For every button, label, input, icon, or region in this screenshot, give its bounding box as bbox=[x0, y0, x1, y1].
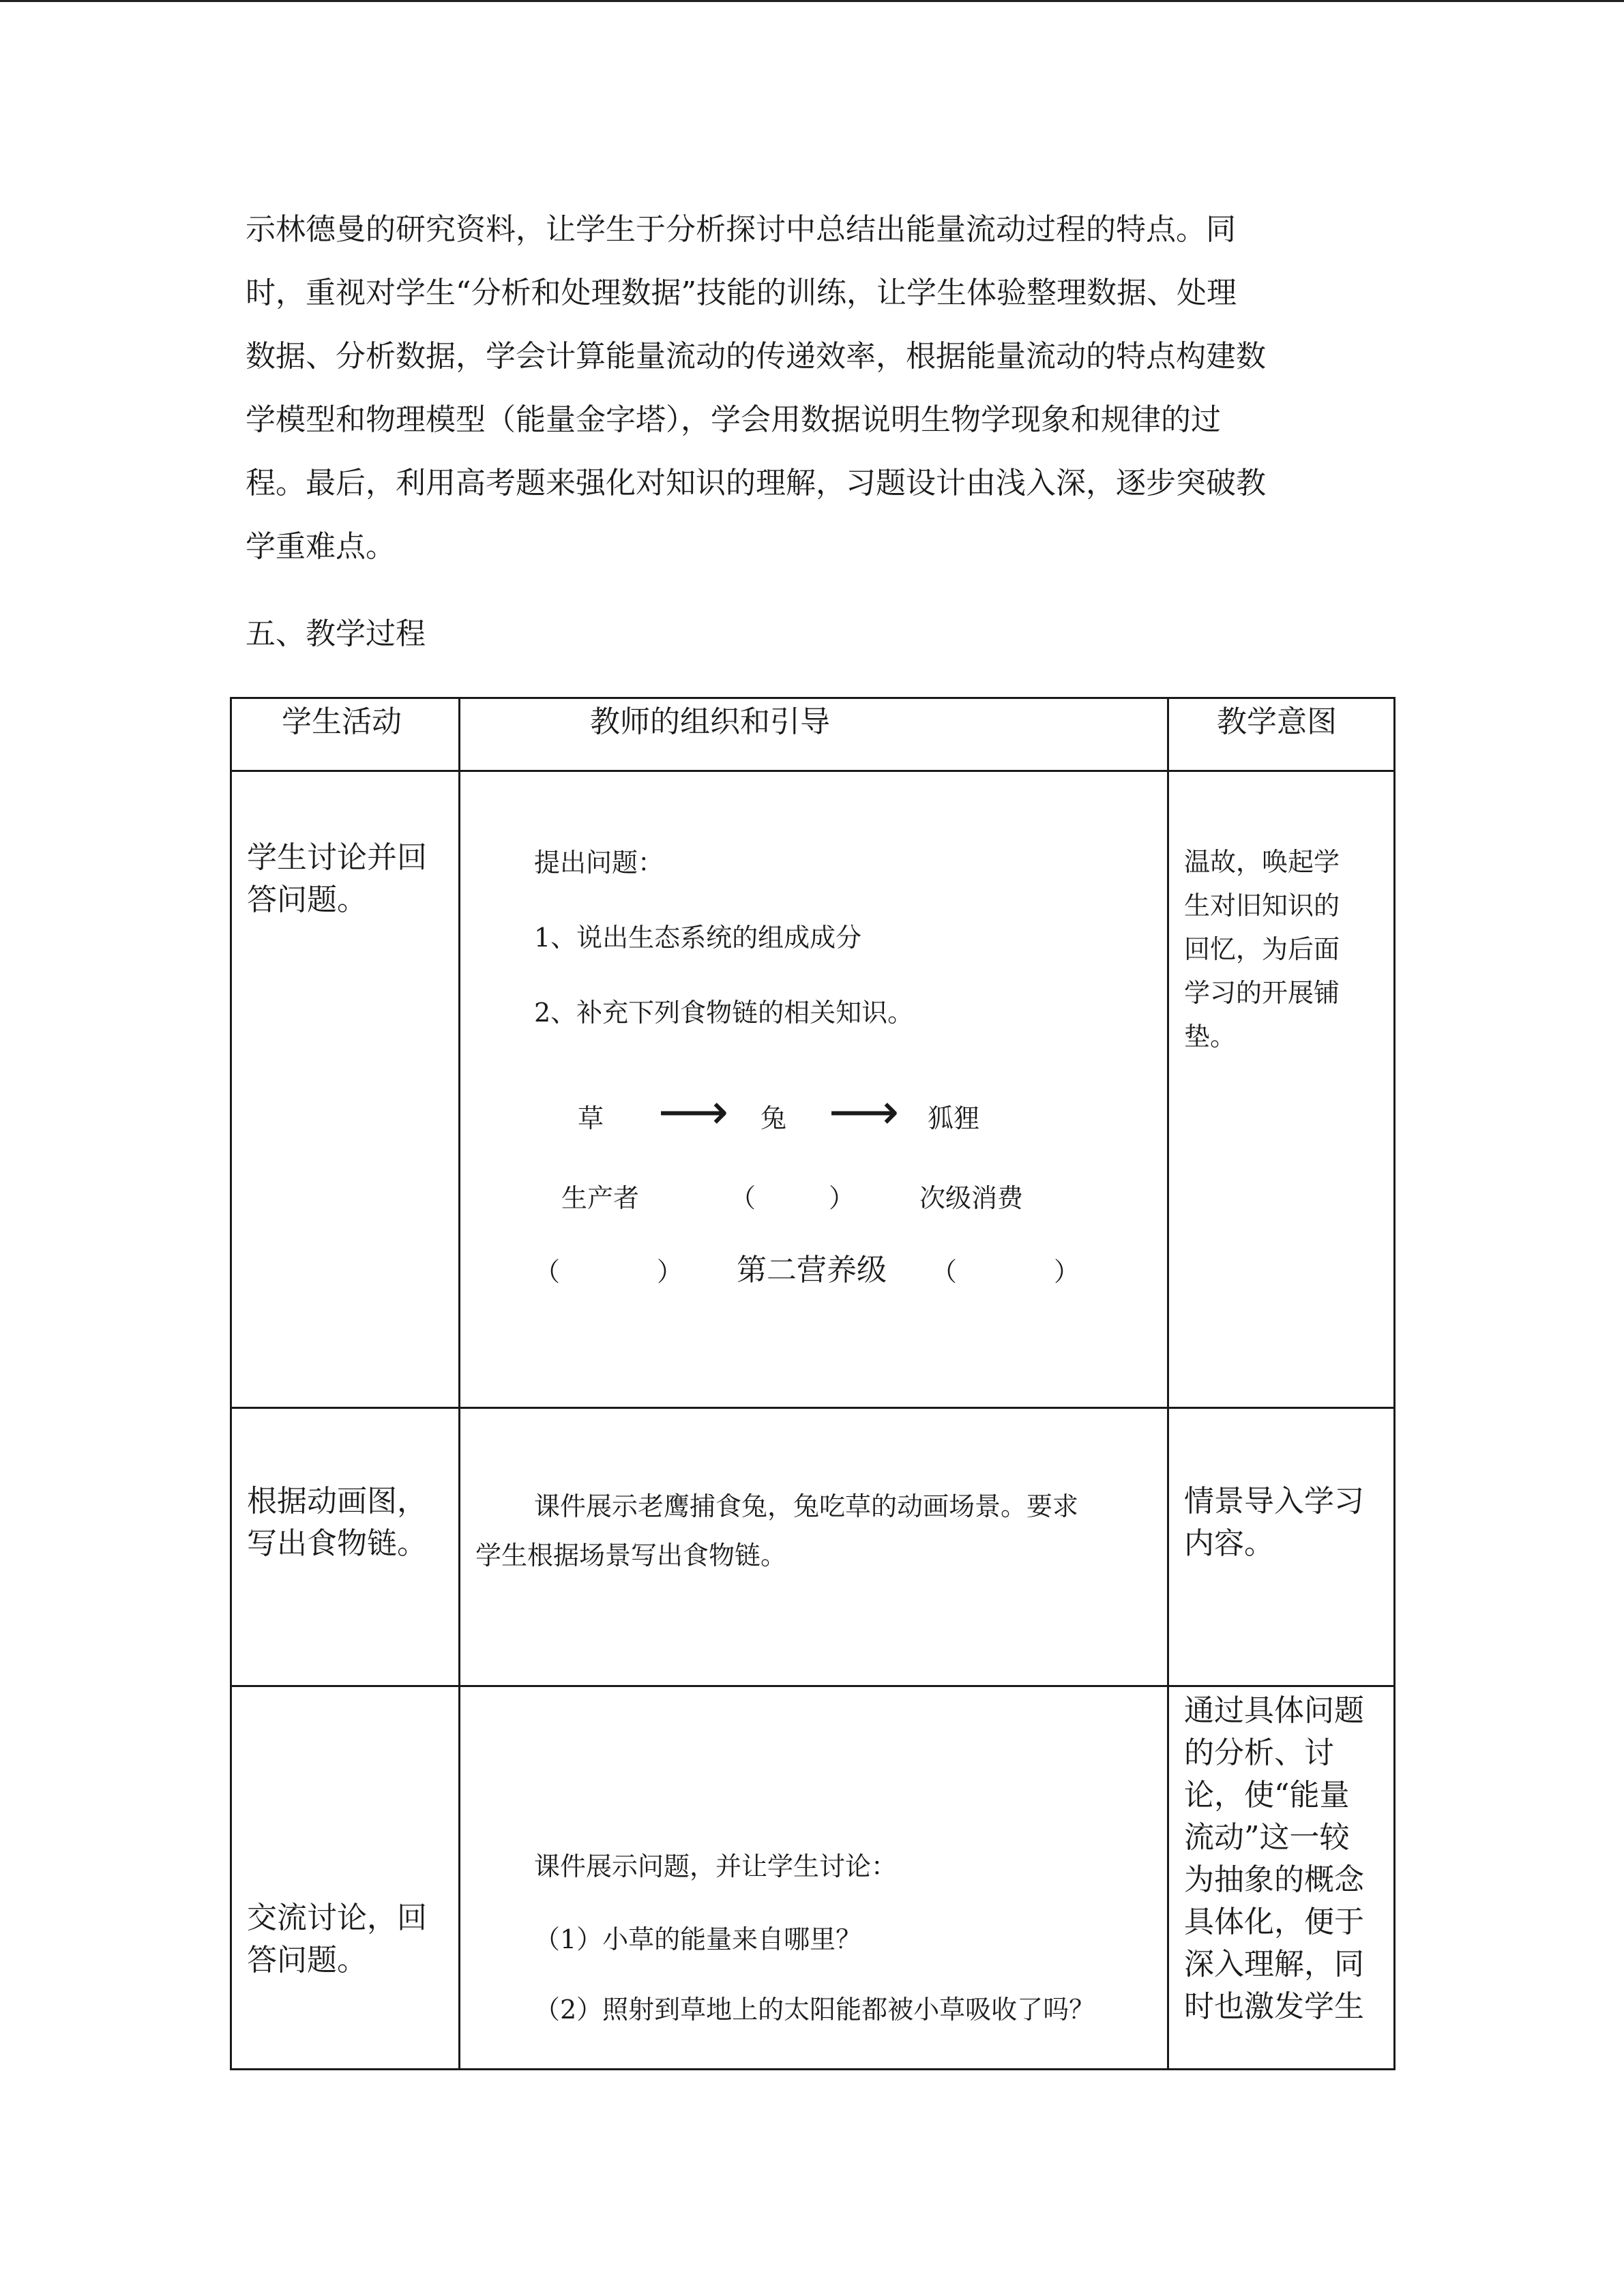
role-producer: 生产者 bbox=[561, 1183, 640, 1213]
blank-close-paren: ） bbox=[829, 1183, 855, 1213]
blank-close-paren: ） bbox=[657, 1257, 683, 1287]
row1-question-1: 1、说出生态系统的组成成分 bbox=[534, 923, 862, 953]
table-header-row bbox=[231, 698, 1395, 771]
blank-open-paren: （ bbox=[534, 1257, 561, 1287]
row3-teacher-cell bbox=[460, 1686, 1168, 2070]
intro-paragraph bbox=[246, 198, 1378, 578]
blank-open-paren: （ bbox=[931, 1257, 958, 1287]
row1-intent-line: 学习的开展铺 bbox=[1184, 978, 1340, 1008]
row1-intent-cell bbox=[1168, 771, 1395, 1408]
table-row bbox=[231, 771, 1395, 1408]
row1-student-line: 答问题。 bbox=[247, 882, 367, 917]
row3-intent-line: 为抽象的概念 bbox=[1184, 1862, 1364, 1897]
row1-teacher-cell bbox=[460, 771, 1168, 1408]
row1-intent-line: 垫。 bbox=[1184, 1022, 1237, 1052]
row3-intent-cell bbox=[1168, 1686, 1395, 2070]
row2-intent-cell bbox=[1168, 1408, 1395, 1686]
header-cell-student-activity bbox=[231, 698, 460, 771]
row1-intent-line: 回忆，为后面 bbox=[1184, 934, 1340, 964]
table-row bbox=[231, 1408, 1395, 1686]
paragraph-line: 学重难点。 bbox=[246, 529, 396, 564]
row2-student-line: 根据动画图， bbox=[247, 1484, 427, 1519]
row1-intent-line: 温故，唤起学 bbox=[1184, 847, 1340, 877]
paragraph-line: 示林德曼的研究资料，让学生于分析探讨中总结出能量流动过程的特点。同 bbox=[246, 212, 1236, 247]
blank-close-paren: ） bbox=[1054, 1257, 1080, 1287]
row2-student-cell bbox=[231, 1408, 460, 1686]
row2-teacher-cell bbox=[460, 1408, 1168, 1686]
row3-intent-line: 深入理解，同 bbox=[1184, 1947, 1364, 1982]
row3-intent-line: 通过具体问题 bbox=[1184, 1693, 1364, 1728]
row1-student-line: 学生讨论并回 bbox=[247, 840, 427, 875]
row3-question-1: （1）小草的能量来自哪里？ bbox=[534, 1924, 862, 1954]
row1-student-cell bbox=[231, 771, 460, 1408]
header-teacher-guidance: 教师的组织和引导 bbox=[590, 704, 830, 739]
paragraph-line: 程。最后，利用高考题来强化对知识的理解，习题设计由浅入深，逐步突破教 bbox=[246, 466, 1266, 501]
row2-teacher-line: 课件展示老鹰捕食兔，兔吃草的动画场景。要求 bbox=[534, 1491, 1079, 1521]
row3-intent-line: 流动”这一较 bbox=[1184, 1820, 1350, 1855]
chain-grass: 草 bbox=[578, 1103, 604, 1133]
paragraph-line: 时，重视对学生“分析和处理数据”技能的训练，让学生体验整理数据、处理 bbox=[246, 275, 1237, 310]
row2-intent-line: 情景导入学习 bbox=[1184, 1484, 1364, 1519]
table-row bbox=[231, 1686, 1395, 2070]
row3-intent-line: 时也激发学生 bbox=[1184, 1989, 1364, 2024]
section-heading: 五、教学过程 bbox=[246, 616, 426, 651]
row1-prompt: 提出问题： bbox=[534, 848, 664, 878]
row3-student-line: 答问题。 bbox=[247, 1943, 367, 1978]
arrow-right-icon: ⟶ bbox=[829, 1083, 900, 1140]
row1-intent-line: 生对旧知识的 bbox=[1184, 891, 1340, 921]
page-top-border bbox=[0, 0, 1624, 2]
teaching-process-table bbox=[230, 697, 1396, 2070]
row2-student-line: 写出食物链。 bbox=[247, 1526, 427, 1561]
row3-prompt: 课件展示问题，并让学生讨论： bbox=[534, 1851, 898, 1881]
blank-open-paren: （ bbox=[730, 1183, 756, 1213]
arrow-right-icon: ⟶ bbox=[658, 1083, 729, 1140]
chain-fox: 狐狸 bbox=[928, 1103, 980, 1133]
row2-intent-line: 内容。 bbox=[1184, 1526, 1274, 1561]
row3-question-2: （2）照射到草地上的太阳能都被小草吸收了吗？ bbox=[534, 1995, 1095, 2025]
header-cell-teaching-intent bbox=[1168, 698, 1395, 771]
role-secondary-consumer: 次级消费 bbox=[919, 1183, 1024, 1213]
role-second-trophic-level: 第二营养级 bbox=[737, 1253, 887, 1287]
row3-intent-line: 的分析、讨 bbox=[1184, 1735, 1334, 1770]
row2-teacher-line: 学生根据场景写出食物链。 bbox=[475, 1540, 787, 1570]
row3-intent-line: 具体化，便于 bbox=[1184, 1905, 1364, 1939]
paragraph-line: 学模型和物理模型（能量金字塔），学会用数据说明生物学现象和规律的过 bbox=[246, 402, 1221, 437]
header-cell-teacher-guidance bbox=[460, 698, 1168, 771]
header-teaching-intent: 教学意图 bbox=[1217, 704, 1337, 739]
header-student-activity: 学生活动 bbox=[282, 704, 402, 739]
paragraph-line: 数据、分析数据，学会计算能量流动的传递效率，根据能量流动的特点构建数 bbox=[246, 339, 1266, 374]
chain-rabbit: 兔 bbox=[761, 1103, 787, 1133]
row3-student-cell bbox=[231, 1686, 460, 2070]
row3-student-line: 交流讨论，回 bbox=[247, 1900, 427, 1935]
row1-question-2: 2、补充下列食物链的相关知识。 bbox=[534, 998, 914, 1028]
row3-intent-line: 论，使“能量 bbox=[1184, 1778, 1350, 1813]
